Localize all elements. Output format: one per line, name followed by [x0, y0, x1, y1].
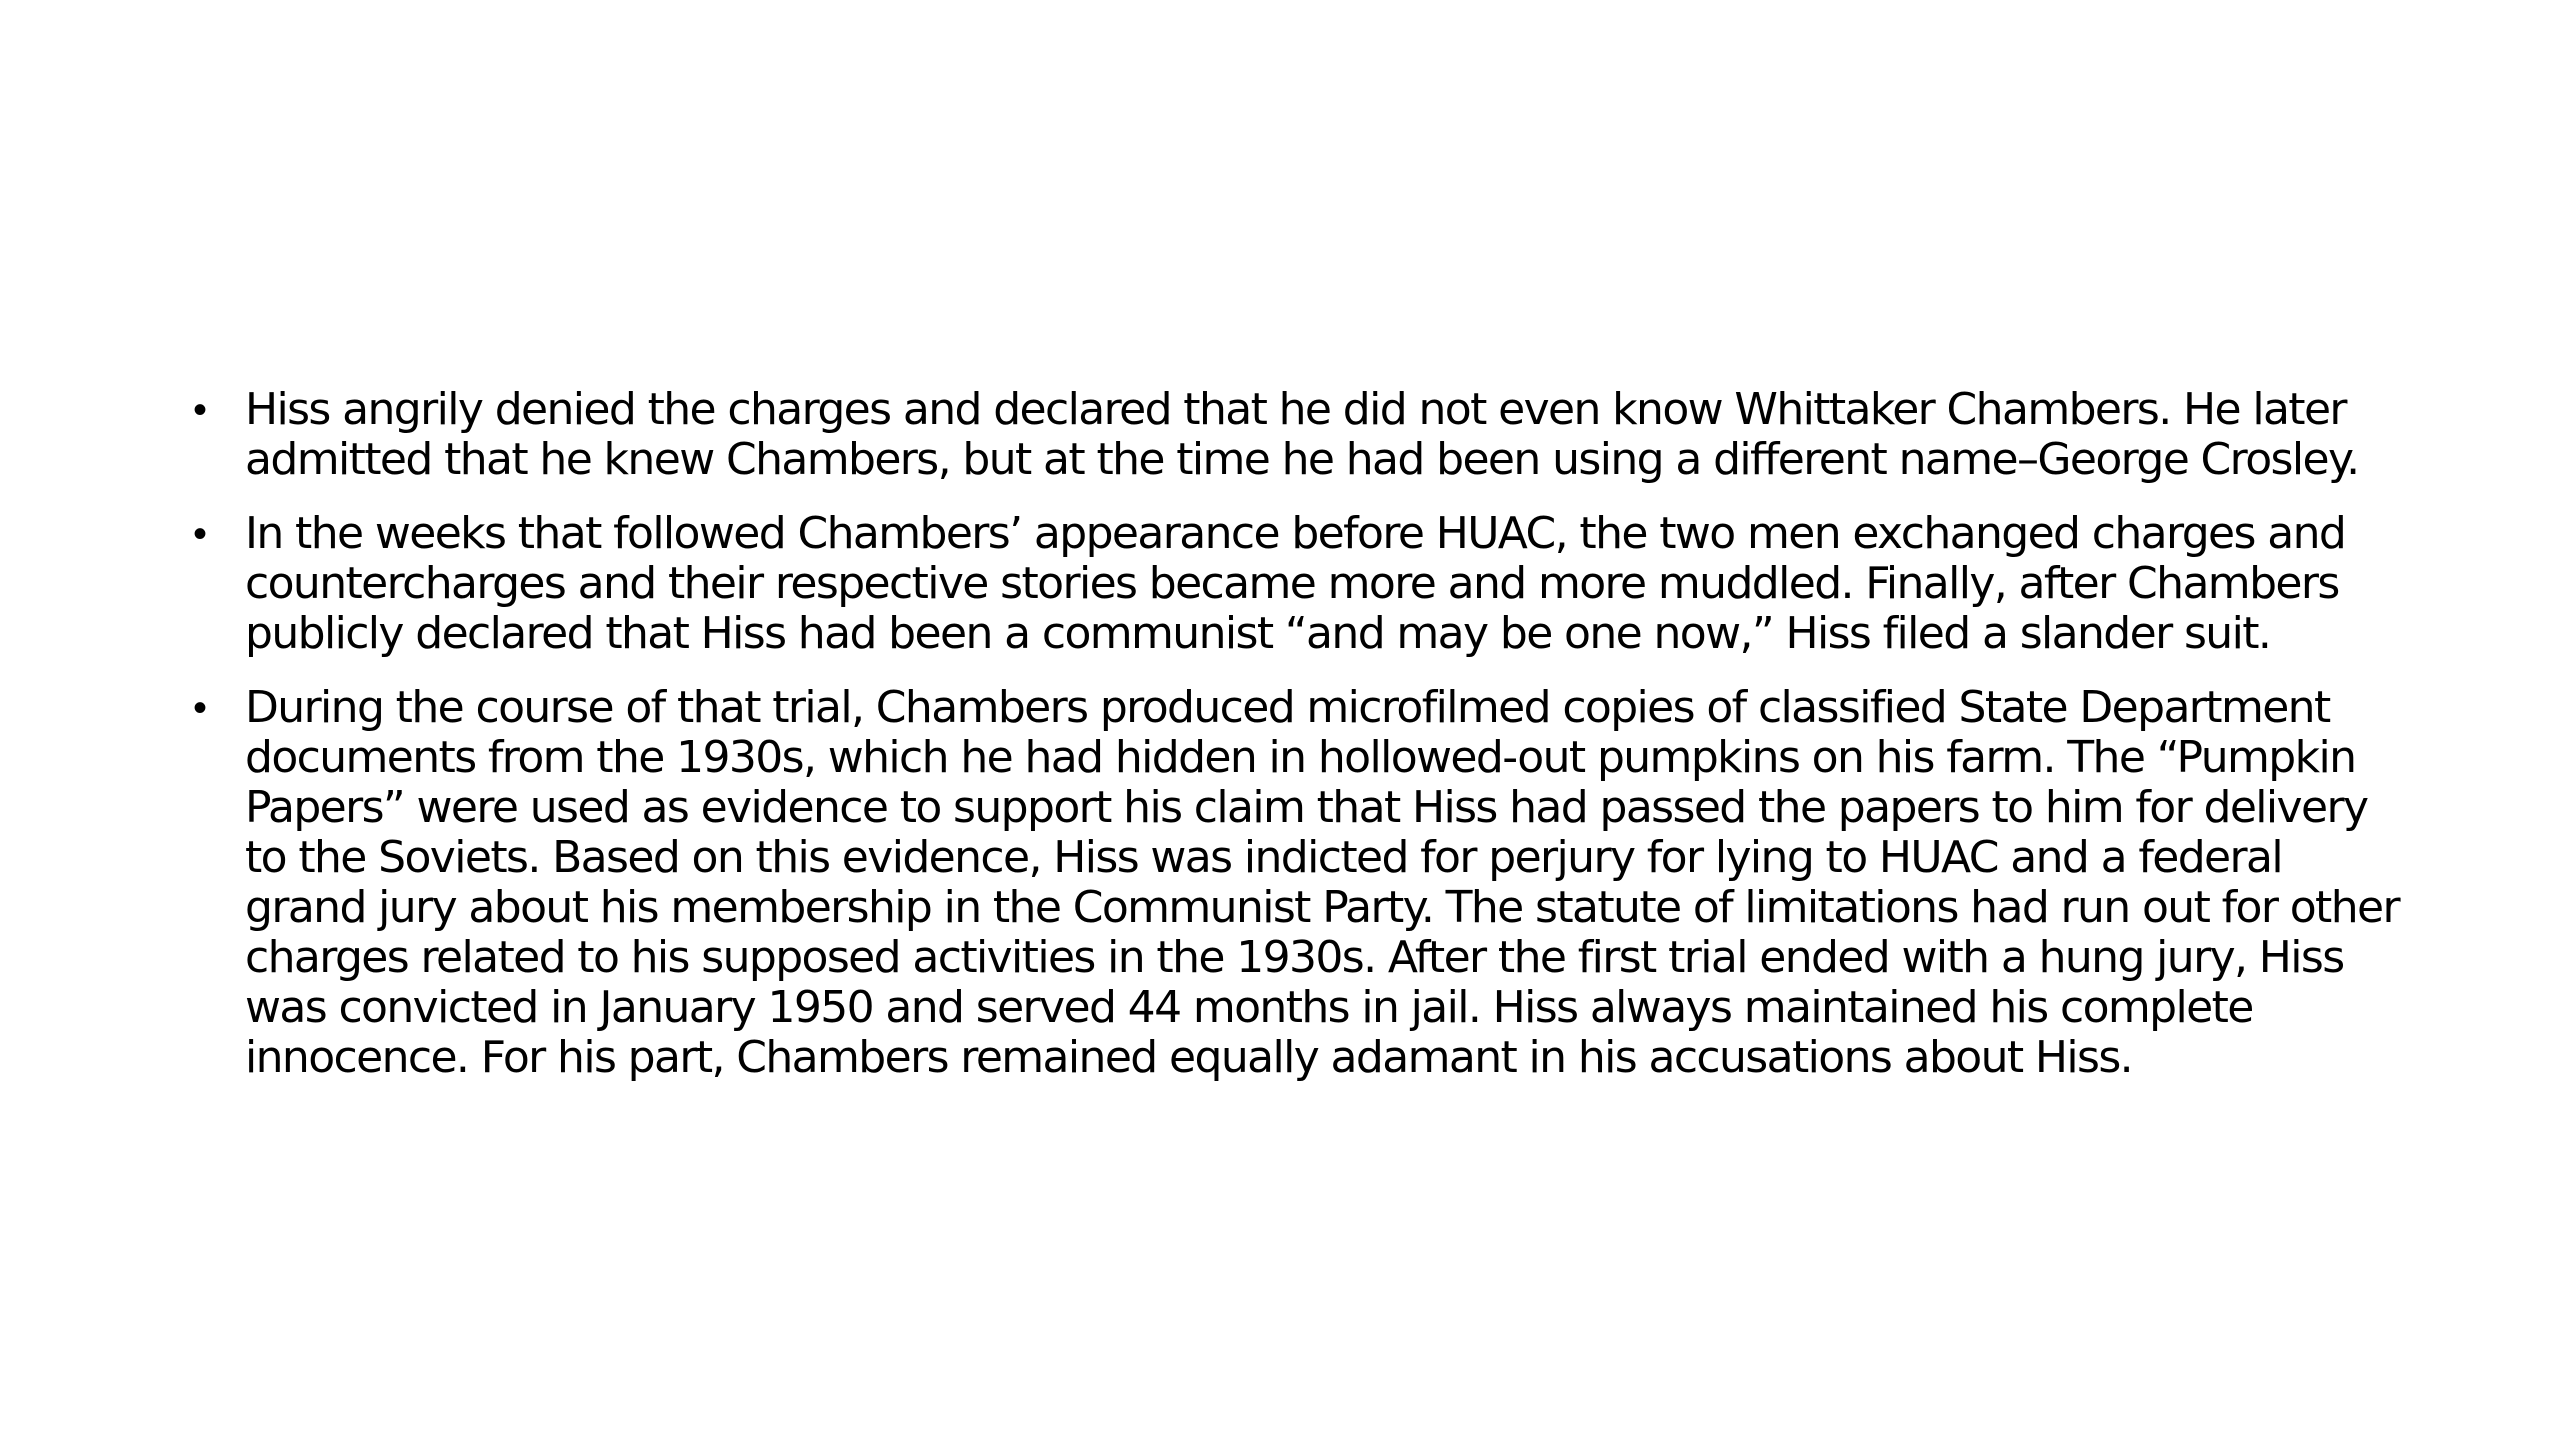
bullet-item-pumpkin-papers	[183, 683, 2403, 1083]
bullet-marker: •	[193, 512, 208, 556]
bullet-item-slander-suit	[183, 509, 2403, 659]
bullet-item-denial	[183, 385, 2403, 485]
bullet-list	[183, 385, 2403, 1083]
bullet-text: Hiss angrily denied the charges and declared that he did not even know Whittaker Chambers. He later admitted that he knew Chambers, but at the time he had been using a different name–George Crosley.	[245, 384, 2359, 485]
bullet-text: During the course of that trial, Chambers produced microfilmed copies of classified State Department documents from the 1930s, which he had hidden in hollowed-out pumpkins on his farm. The “Pumpkin Papers” were used as evidence to support his claim that Hiss had passed the papers to him for delivery to the Soviets. Based on this evidence, Hiss was indicted for perjury for lying to HUAC and a federal grand jury about his membership in the Communist Party. The statute of limitations had run out for other charges related to his supposed activities in the 1930s. After the first trial ended with a hung jury, Hiss was convicted in January 1950 and served 44 months in jail. Hiss always maintained his complete innocence. For his part, Chambers remained equally adamant in his accusations about Hiss.	[245, 682, 2399, 1083]
bullet-text: In the weeks that followed Chambers’ appearance before HUAC, the two men exchanged charges and countercharges and their respective stories became more and more muddled. Finally, after Chambers publicly declared that Hiss had been a communist “and may be one now,” Hiss filed a slander suit.	[245, 508, 2346, 659]
bullet-marker: •	[193, 388, 208, 432]
bullet-marker: •	[193, 686, 208, 730]
